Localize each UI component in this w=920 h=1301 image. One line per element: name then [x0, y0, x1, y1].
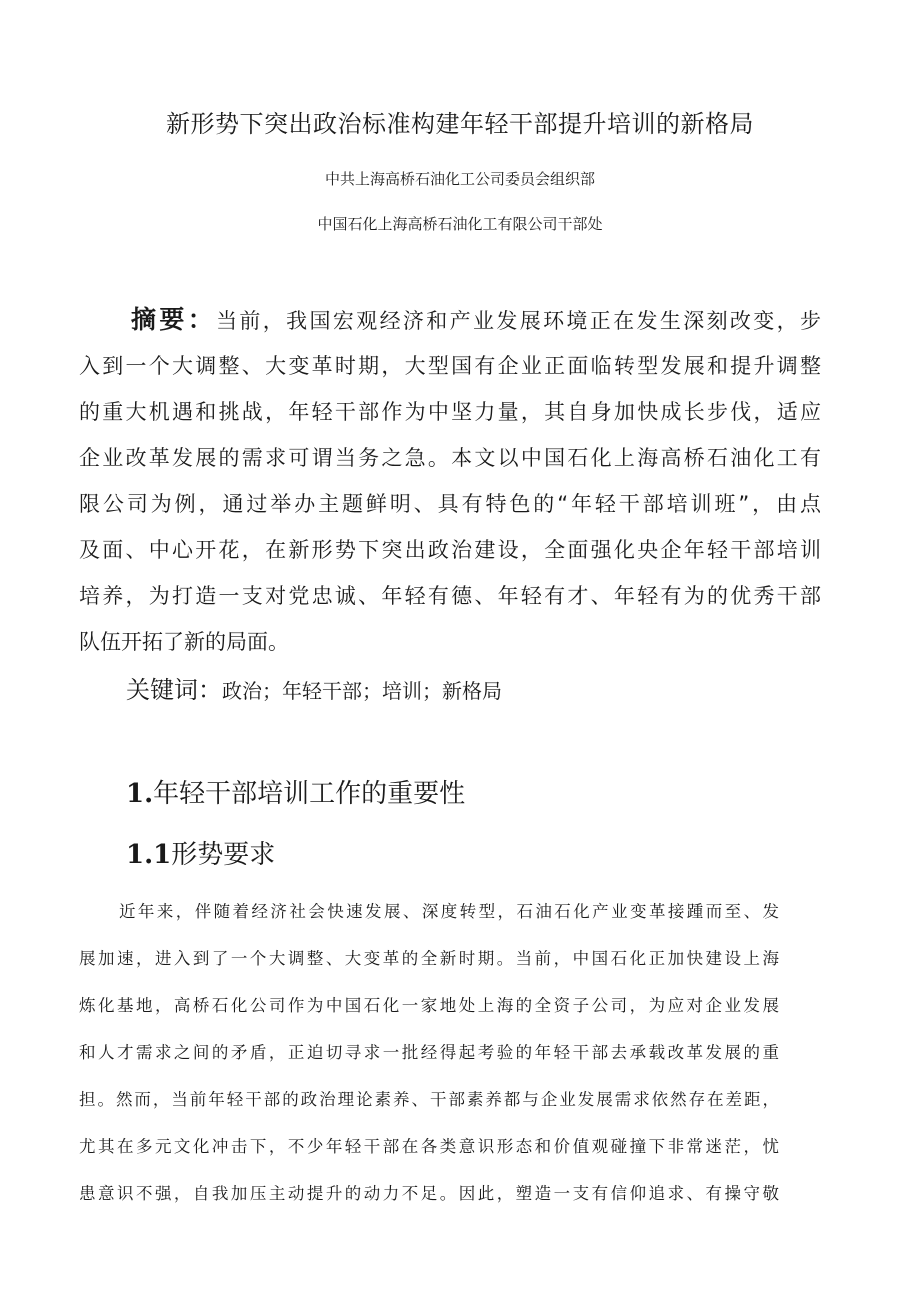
abstract-line: 摘要：当前，我国宏观经济和产业发展环境正在发生深刻改变，步: [131, 305, 821, 334]
section-heading-1-1: [126, 833, 275, 877]
affiliation-cadre-office: 中国石化上海高桥石油化工有限公司干部处: [317, 215, 603, 233]
body-line: 展加速，进入到了一个大调整、大变革的全新时期。当前，中国石化正加快建设上海: [79, 949, 779, 968]
abstract-line: 培养，为打造一支对党忠诚、年轻有德、年轻有才、年轻有为的优秀干部: [79, 584, 821, 608]
body-paragraph: [79, 888, 779, 1217]
abstract-line: 及面、中心开花，在新形势下突出政治建设，全面强化央企年轻干部培训: [79, 538, 821, 562]
subsection-title: 形势要求: [171, 840, 276, 870]
abstract-line: 队伍开拓了新的局面。: [79, 630, 289, 654]
affiliation-organization-dept: 中共上海高桥石油化工公司委员会组织部: [324, 170, 595, 188]
keywords-value: 政治；年轻干部；培训；新格局: [222, 679, 502, 703]
body-line: 近年来，伴随着经济社会快速发展、深度转型，石油石化产业变革接踵而至、发: [119, 902, 779, 921]
keywords-label: 关键词：: [126, 676, 222, 704]
abstract-line: 企业改革发展的需求可谓当务之急。本文以中国石化上海高桥石油化工有: [79, 446, 821, 470]
abstract-line: 的重大机遇和挑战，年轻干部作为中坚力量，其自身加快成长步伐，适应: [79, 400, 821, 424]
abstract-line: 限公司为例，通过举办主题鲜明、具有特色的“年轻干部培训班”，由点: [79, 492, 821, 516]
body-line: 尤其在多元文化冲击下，不少年轻干部在各类意识形态和价值观碰撞下非常迷茫，忧: [79, 1137, 779, 1156]
body-line: 担。然而，当前年轻干部的政治理论素养、干部素养都与企业发展需求依然存在差距，: [79, 1090, 779, 1109]
subsection-number: 1.1: [126, 840, 172, 870]
abstract-label: 摘要：: [131, 305, 217, 334]
body-line: 炼化基地，高桥石化公司作为中国石化一家地处上海的全资子公司，为应对企业发展: [79, 996, 779, 1015]
document-title: 新形势下突出政治标准构建年轻干部提升培训的新格局: [166, 110, 754, 138]
abstract-line: 入到一个大调整、大变革时期，大型国有企业正面临转型发展和提升调整: [79, 354, 821, 378]
section-heading-1: [126, 772, 465, 816]
body-line: 和人才需求之间的矛盾，正迫切寻求一批经得起考验的年轻干部去承载改革发展的重: [79, 1043, 779, 1062]
abstract: [79, 297, 821, 665]
body-line: 患意识不强，自我加压主动提升的动力不足。因此，塑造一支有信仰追求、有操守敬: [79, 1184, 779, 1203]
section-number: 1.: [126, 779, 154, 809]
section-title: 年轻干部培训工作的重要性: [153, 779, 466, 809]
keywords: [126, 670, 502, 711]
